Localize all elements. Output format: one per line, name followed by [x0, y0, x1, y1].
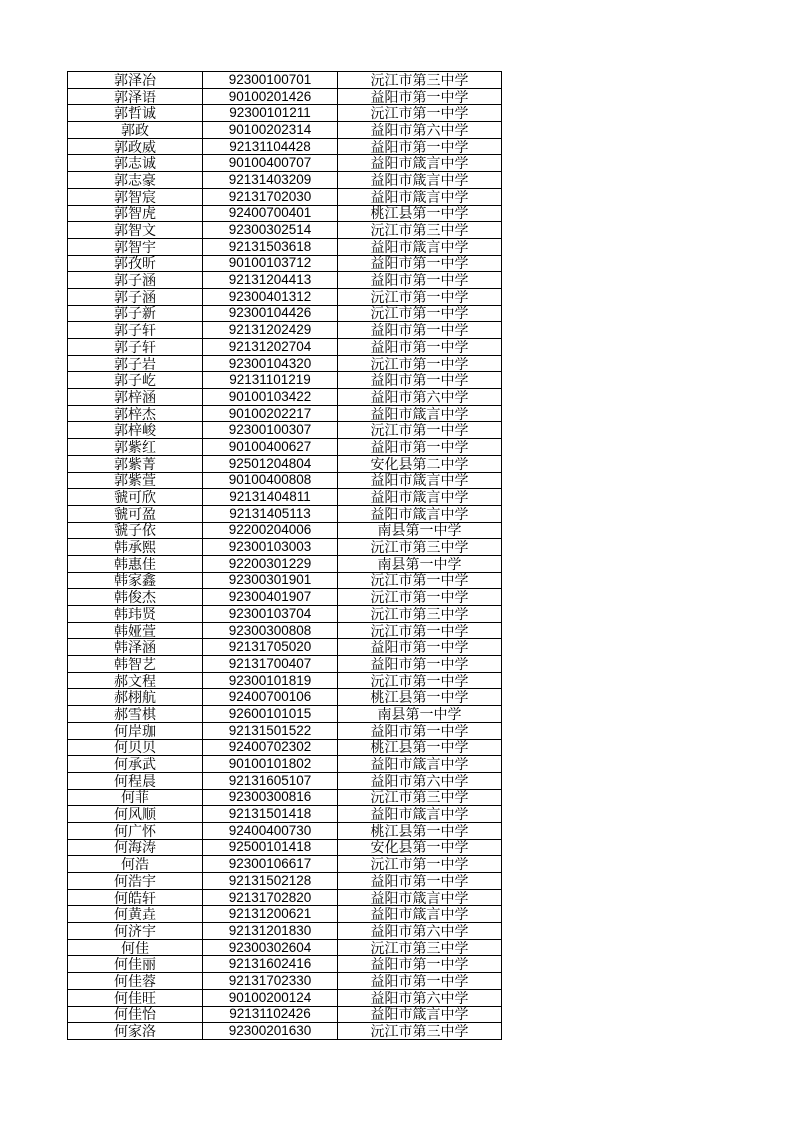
student-id-cell: 92131702030	[203, 188, 338, 205]
table-row	[68, 772, 502, 789]
student-id-cell: 92501204804	[203, 455, 338, 472]
school-name-cell: 益阳市第一中学	[338, 88, 502, 105]
student-name-cell: 韩泽涵	[68, 639, 203, 656]
school-name-cell: 益阳市箴言中学	[338, 505, 502, 522]
student-id-cell: 90100103712	[203, 255, 338, 272]
student-id-cell: 92131101219	[203, 372, 338, 389]
school-name-cell: 沅江市第三中学	[338, 1023, 502, 1040]
student-name-cell: 郭紫菁	[68, 455, 203, 472]
student-name-cell: 何菲	[68, 789, 203, 806]
table-row	[68, 322, 502, 339]
table-row	[68, 739, 502, 756]
student-name-cell: 郝栩航	[68, 689, 203, 706]
student-name-cell: 郭智宸	[68, 188, 203, 205]
student-name-cell: 郭子新	[68, 305, 203, 322]
student-id-cell: 92131201830	[203, 923, 338, 940]
school-name-cell: 益阳市箴言中学	[338, 1006, 502, 1023]
school-name-cell: 益阳市第一中学	[338, 956, 502, 973]
student-name-cell: 虢可欣	[68, 489, 203, 506]
table-row	[68, 839, 502, 856]
student-name-cell: 何佳怡	[68, 1006, 203, 1023]
student-id-cell: 92200301229	[203, 555, 338, 572]
student-name-cell: 何海涛	[68, 839, 203, 856]
table-row	[68, 105, 502, 122]
table-row	[68, 72, 502, 89]
student-name-cell: 何皓轩	[68, 889, 203, 906]
table-row	[68, 422, 502, 439]
student-id-cell: 92300401907	[203, 589, 338, 606]
table-row	[68, 155, 502, 172]
student-name-cell: 何浩	[68, 856, 203, 873]
student-id-cell: 92300101819	[203, 672, 338, 689]
school-name-cell: 益阳市箴言中学	[338, 238, 502, 255]
table-row	[68, 873, 502, 890]
student-roster-table	[67, 71, 502, 1040]
student-id-cell: 90100400707	[203, 155, 338, 172]
student-name-cell: 郭志诚	[68, 155, 203, 172]
school-name-cell: 益阳市箴言中学	[338, 405, 502, 422]
school-name-cell: 益阳市第六中学	[338, 923, 502, 940]
student-name-cell: 韩玮贤	[68, 606, 203, 623]
student-name-cell: 何佳丽	[68, 956, 203, 973]
student-id-cell: 92131405113	[203, 505, 338, 522]
school-name-cell: 桃江县第一中学	[338, 205, 502, 222]
table-row	[68, 255, 502, 272]
table-row	[68, 606, 502, 623]
school-name-cell: 益阳市第一中学	[338, 873, 502, 890]
school-name-cell: 益阳市箴言中学	[338, 806, 502, 823]
student-name-cell: 郭子涵	[68, 288, 203, 305]
student-id-cell: 92131501522	[203, 722, 338, 739]
school-name-cell: 益阳市第一中学	[338, 656, 502, 673]
student-id-cell: 92400400730	[203, 822, 338, 839]
table-row	[68, 222, 502, 239]
student-id-cell: 92131102426	[203, 1006, 338, 1023]
school-name-cell: 桃江县第一中学	[338, 822, 502, 839]
student-name-cell: 韩俊杰	[68, 589, 203, 606]
school-name-cell: 益阳市第六中学	[338, 772, 502, 789]
table-row	[68, 472, 502, 489]
school-name-cell: 沅江市第一中学	[338, 672, 502, 689]
school-name-cell: 益阳市第一中学	[338, 973, 502, 990]
student-name-cell: 郭泽语	[68, 88, 203, 105]
student-name-cell: 郭子屹	[68, 372, 203, 389]
student-name-cell: 郭智文	[68, 222, 203, 239]
school-name-cell: 沅江市第三中学	[338, 539, 502, 556]
table-row	[68, 806, 502, 823]
student-id-cell: 90100400627	[203, 439, 338, 456]
school-name-cell: 益阳市第一中学	[338, 272, 502, 289]
student-name-cell: 何佳蓉	[68, 973, 203, 990]
student-name-cell: 何黄垚	[68, 906, 203, 923]
student-name-cell: 韩承熙	[68, 539, 203, 556]
student-id-cell: 92200204006	[203, 522, 338, 539]
school-name-cell: 沅江市第三中学	[338, 72, 502, 89]
school-name-cell: 沅江市第一中学	[338, 105, 502, 122]
student-name-cell: 郝文程	[68, 672, 203, 689]
table-row	[68, 539, 502, 556]
school-name-cell: 益阳市箴言中学	[338, 756, 502, 773]
table-row	[68, 572, 502, 589]
table-row	[68, 689, 502, 706]
table-row	[68, 672, 502, 689]
student-name-cell: 韩智艺	[68, 656, 203, 673]
student-id-cell: 90100201426	[203, 88, 338, 105]
student-id-cell: 92300300816	[203, 789, 338, 806]
student-id-cell: 92400700401	[203, 205, 338, 222]
table-row	[68, 856, 502, 873]
school-name-cell: 沅江市第一中学	[338, 305, 502, 322]
school-name-cell: 安化县第二中学	[338, 455, 502, 472]
school-name-cell: 益阳市第一中学	[338, 439, 502, 456]
school-name-cell: 沅江市第三中学	[338, 789, 502, 806]
student-name-cell: 郭子涵	[68, 272, 203, 289]
student-name-cell: 郭子岩	[68, 355, 203, 372]
student-name-cell: 何风顺	[68, 806, 203, 823]
school-name-cell: 沅江市第一中学	[338, 856, 502, 873]
table-row	[68, 122, 502, 139]
table-row	[68, 455, 502, 472]
table-row	[68, 205, 502, 222]
student-id-cell: 92131501418	[203, 806, 338, 823]
student-name-cell: 虢子依	[68, 522, 203, 539]
student-name-cell: 郝雪棋	[68, 706, 203, 723]
student-id-cell: 92131602416	[203, 956, 338, 973]
student-id-cell: 92131200621	[203, 906, 338, 923]
school-name-cell: 益阳市第一中学	[338, 339, 502, 356]
student-name-cell: 韩家鑫	[68, 572, 203, 589]
student-id-cell: 92131403209	[203, 172, 338, 189]
table-row	[68, 889, 502, 906]
school-name-cell: 安化县第一中学	[338, 839, 502, 856]
school-name-cell: 桃江县第一中学	[338, 739, 502, 756]
school-name-cell: 益阳市箴言中学	[338, 489, 502, 506]
student-id-cell: 92131705020	[203, 639, 338, 656]
school-name-cell: 益阳市箴言中学	[338, 906, 502, 923]
student-id-cell: 92300104426	[203, 305, 338, 322]
school-name-cell: 沅江市第三中学	[338, 939, 502, 956]
student-id-cell: 90100103422	[203, 389, 338, 406]
table-row	[68, 639, 502, 656]
school-name-cell: 沅江市第一中学	[338, 288, 502, 305]
student-name-cell: 何佳旺	[68, 989, 203, 1006]
school-name-cell: 沅江市第一中学	[338, 422, 502, 439]
roster-body	[68, 72, 502, 1040]
school-name-cell: 桃江县第一中学	[338, 689, 502, 706]
student-id-cell: 92131202429	[203, 322, 338, 339]
school-name-cell: 南县第一中学	[338, 555, 502, 572]
student-id-cell: 92300103003	[203, 539, 338, 556]
student-name-cell: 郭智虎	[68, 205, 203, 222]
student-name-cell: 郭智宇	[68, 238, 203, 255]
school-name-cell: 益阳市第六中学	[338, 389, 502, 406]
student-name-cell: 何程晨	[68, 772, 203, 789]
student-id-cell: 92300302604	[203, 939, 338, 956]
table-row	[68, 1006, 502, 1023]
table-row	[68, 355, 502, 372]
school-name-cell: 沅江市第一中学	[338, 572, 502, 589]
student-name-cell: 何家洛	[68, 1023, 203, 1040]
table-row	[68, 555, 502, 572]
student-id-cell: 90100202314	[203, 122, 338, 139]
student-name-cell: 何承武	[68, 756, 203, 773]
student-name-cell: 郭泽冶	[68, 72, 203, 89]
table-row	[68, 405, 502, 422]
student-id-cell: 92600101015	[203, 706, 338, 723]
student-id-cell: 92131404811	[203, 489, 338, 506]
student-id-cell: 92300103704	[203, 606, 338, 623]
school-name-cell: 沅江市第三中学	[338, 606, 502, 623]
student-id-cell: 90100101802	[203, 756, 338, 773]
table-row	[68, 939, 502, 956]
table-row	[68, 439, 502, 456]
table-row	[68, 973, 502, 990]
student-name-cell: 郭梓杰	[68, 405, 203, 422]
table-row	[68, 305, 502, 322]
table-row	[68, 238, 502, 255]
student-id-cell: 90100200124	[203, 989, 338, 1006]
student-name-cell: 何浩宇	[68, 873, 203, 890]
student-id-cell: 92300302514	[203, 222, 338, 239]
table-row	[68, 372, 502, 389]
table-row	[68, 138, 502, 155]
school-name-cell: 益阳市第一中学	[338, 138, 502, 155]
table-row	[68, 789, 502, 806]
student-name-cell: 何广怀	[68, 822, 203, 839]
student-name-cell: 郭孜昕	[68, 255, 203, 272]
table-row	[68, 906, 502, 923]
school-name-cell: 益阳市第六中学	[338, 122, 502, 139]
table-row	[68, 389, 502, 406]
student-id-cell: 92300401312	[203, 288, 338, 305]
student-id-cell: 92400702302	[203, 739, 338, 756]
school-name-cell: 益阳市箴言中学	[338, 155, 502, 172]
table-row	[68, 505, 502, 522]
student-id-cell: 90100400808	[203, 472, 338, 489]
student-id-cell: 92131700407	[203, 656, 338, 673]
table-row	[68, 88, 502, 105]
student-name-cell: 韩惠佳	[68, 555, 203, 572]
school-name-cell: 益阳市第一中学	[338, 639, 502, 656]
table-row	[68, 489, 502, 506]
student-id-cell: 92131605107	[203, 772, 338, 789]
student-id-cell: 92131702330	[203, 973, 338, 990]
student-name-cell: 郭梓涵	[68, 389, 203, 406]
table-row	[68, 656, 502, 673]
student-name-cell: 郭志豪	[68, 172, 203, 189]
table-row	[68, 956, 502, 973]
table-row	[68, 822, 502, 839]
table-row	[68, 522, 502, 539]
student-id-cell: 92300106617	[203, 856, 338, 873]
school-name-cell: 益阳市第一中学	[338, 322, 502, 339]
school-name-cell: 益阳市第六中学	[338, 989, 502, 1006]
table-row	[68, 722, 502, 739]
student-id-cell: 92131502128	[203, 873, 338, 890]
student-name-cell: 郭政	[68, 122, 203, 139]
school-name-cell: 益阳市第一中学	[338, 372, 502, 389]
student-name-cell: 郭梓峻	[68, 422, 203, 439]
table-row	[68, 339, 502, 356]
school-name-cell: 沅江市第三中学	[338, 222, 502, 239]
student-name-cell: 何岸珈	[68, 722, 203, 739]
table-row	[68, 706, 502, 723]
student-id-cell: 92131503618	[203, 238, 338, 255]
student-name-cell: 何贝贝	[68, 739, 203, 756]
table-row	[68, 1023, 502, 1040]
table-row	[68, 288, 502, 305]
table-row	[68, 756, 502, 773]
student-id-cell: 92300101211	[203, 105, 338, 122]
school-name-cell: 益阳市箴言中学	[338, 472, 502, 489]
student-name-cell: 郭政威	[68, 138, 203, 155]
student-name-cell: 何济宇	[68, 923, 203, 940]
school-name-cell: 益阳市箴言中学	[338, 188, 502, 205]
student-name-cell: 郭紫红	[68, 439, 203, 456]
student-name-cell: 郭哲诚	[68, 105, 203, 122]
school-name-cell: 益阳市第一中学	[338, 255, 502, 272]
student-id-cell: 92400700106	[203, 689, 338, 706]
school-name-cell: 沅江市第一中学	[338, 622, 502, 639]
student-id-cell: 90100202217	[203, 405, 338, 422]
student-id-cell: 92131104428	[203, 138, 338, 155]
student-id-cell: 92300301901	[203, 572, 338, 589]
table-row	[68, 989, 502, 1006]
student-id-cell: 92300100307	[203, 422, 338, 439]
table-row	[68, 622, 502, 639]
student-name-cell: 郭子轩	[68, 322, 203, 339]
school-name-cell: 益阳市箴言中学	[338, 172, 502, 189]
student-name-cell: 虢可盈	[68, 505, 203, 522]
school-name-cell: 南县第一中学	[338, 522, 502, 539]
student-id-cell: 92300300808	[203, 622, 338, 639]
student-id-cell: 92131702820	[203, 889, 338, 906]
student-name-cell: 韩娅萱	[68, 622, 203, 639]
student-id-cell: 92131202704	[203, 339, 338, 356]
table-row	[68, 188, 502, 205]
student-name-cell: 何佳	[68, 939, 203, 956]
student-id-cell: 92300104320	[203, 355, 338, 372]
school-name-cell: 益阳市第一中学	[338, 722, 502, 739]
student-id-cell: 92131204413	[203, 272, 338, 289]
student-id-cell: 92300201630	[203, 1023, 338, 1040]
table-row	[68, 272, 502, 289]
student-name-cell: 郭紫萱	[68, 472, 203, 489]
table-row	[68, 923, 502, 940]
school-name-cell: 沅江市第一中学	[338, 355, 502, 372]
school-name-cell: 沅江市第一中学	[338, 589, 502, 606]
student-name-cell: 郭子轩	[68, 339, 203, 356]
student-id-cell: 92300100701	[203, 72, 338, 89]
school-name-cell: 益阳市箴言中学	[338, 889, 502, 906]
student-id-cell: 92500101418	[203, 839, 338, 856]
table-row	[68, 589, 502, 606]
table-row	[68, 172, 502, 189]
school-name-cell: 南县第一中学	[338, 706, 502, 723]
